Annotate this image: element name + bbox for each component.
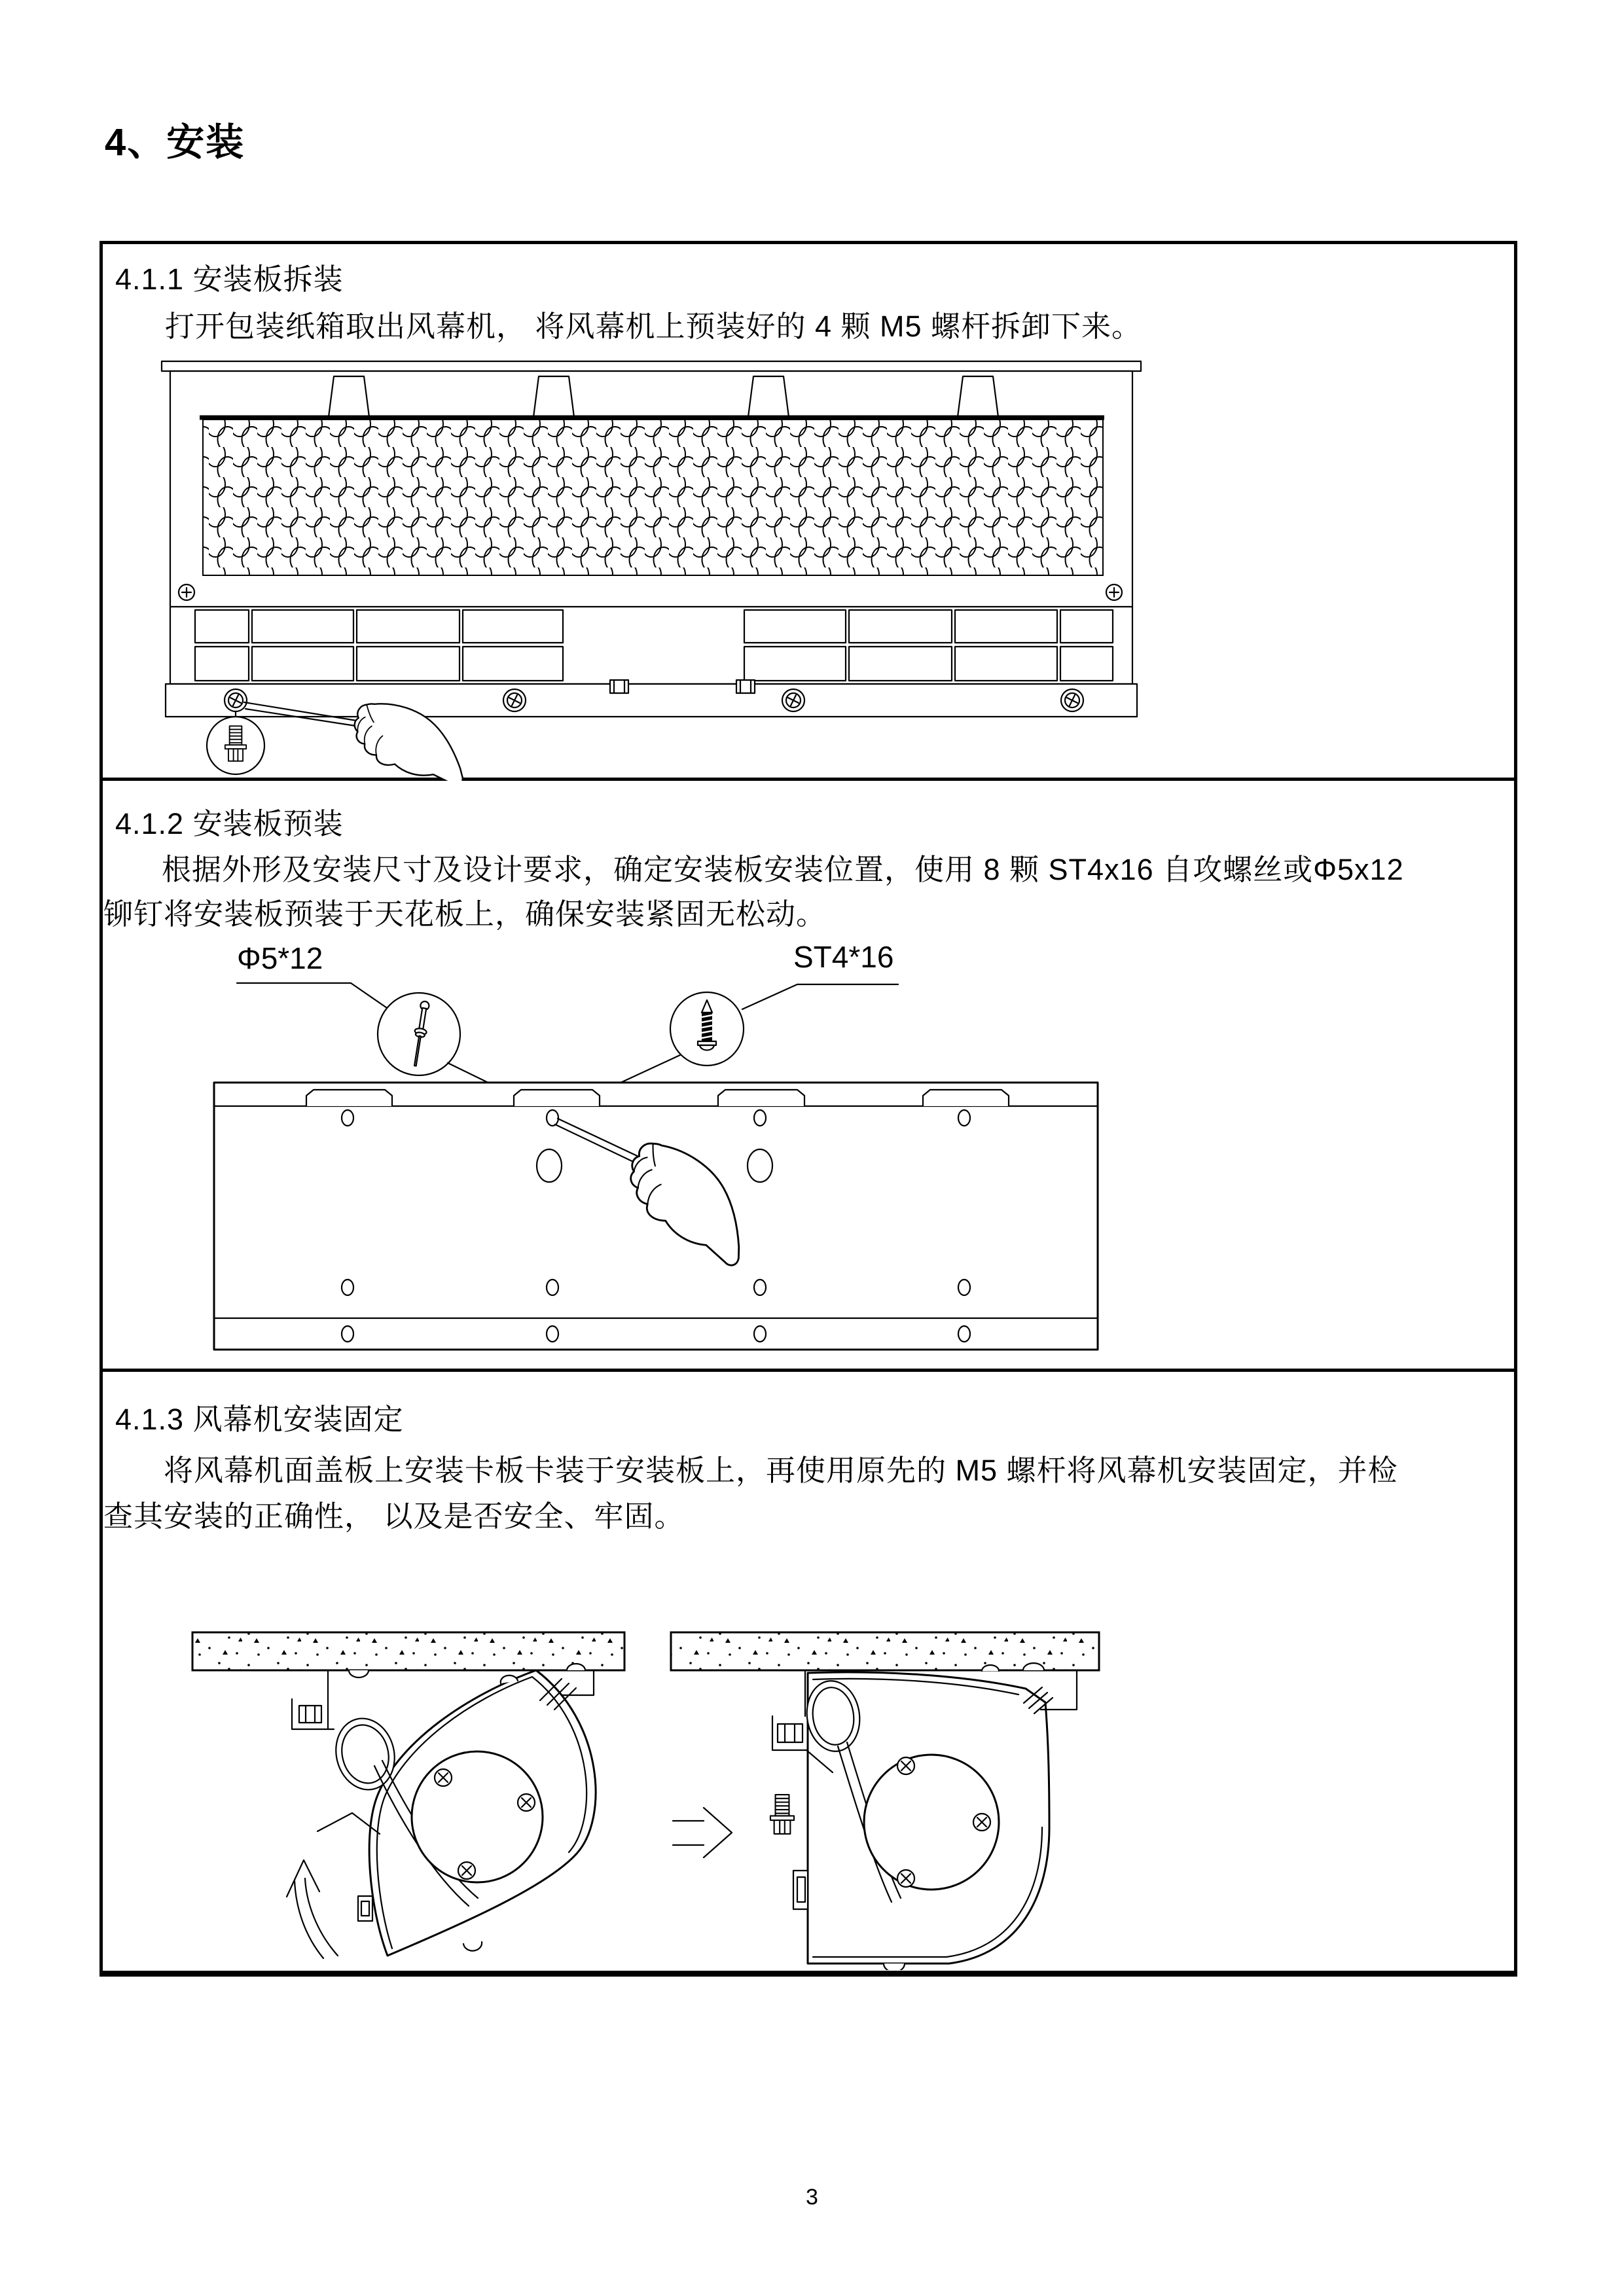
bottom-strip — [166, 684, 1137, 717]
screw-leader-line — [742, 984, 898, 1009]
section-411-body: 打开包装纸箱取出风幕机， 将风幕机上预装好的 4 颗 M5 螺杆拆卸下来。 — [165, 310, 1142, 343]
bottom-tab — [884, 1964, 905, 1970]
fan-unit-mounted-figure — [671, 1632, 1099, 1970]
top-mounting-plate — [162, 361, 1141, 371]
section-412-body-line1: 根据外形及安装尺寸及设计要求，确定安装板安装位置，使用 8 颗 ST4x16 自攻螺丝或Φ5x12 — [162, 853, 1404, 886]
honeycomb-grille — [203, 420, 1103, 575]
side-screw-left-icon — [179, 584, 194, 600]
rivet-leader-line — [237, 983, 389, 1009]
bracket-bolt-icon — [778, 1724, 803, 1742]
motor-screw-icon — [458, 1862, 475, 1879]
m5-screw-head-icon — [503, 689, 526, 711]
section-411-heading: 4.1.1 安装板拆装 — [115, 262, 344, 296]
motor-screw-icon — [435, 1769, 452, 1786]
right-bracket — [558, 1670, 594, 1695]
section-412-body-line2: 铆钉将安装板预装于天花板上，确保安装紧固无松动。 — [103, 897, 827, 931]
motor-screw-icon — [897, 1757, 914, 1774]
ceiling-slab — [192, 1632, 624, 1670]
air-curtain-front-view-figure — [160, 357, 1142, 781]
screw-label: ST4*16 — [793, 940, 894, 974]
page-title: 4、安装 — [105, 121, 245, 164]
rotate-arrow-icon — [287, 1860, 338, 1958]
motor-screw-icon — [518, 1794, 535, 1811]
section-412-heading: 4.1.2 安装板预装 — [115, 807, 344, 840]
motor-screw-icon — [973, 1814, 990, 1831]
mounting-plate-figure — [196, 935, 1113, 1357]
screw-dome-icon — [982, 1665, 999, 1671]
bottom-tab — [463, 1942, 482, 1951]
m5-screw-head-icon — [225, 689, 247, 711]
rivet-label: Φ5*12 — [237, 941, 323, 975]
fan-unit-tilted-figure — [192, 1632, 624, 1958]
motor-screw-icon — [897, 1870, 914, 1887]
section-413-body-line1: 将风幕机面盖板上安装卡板卡装于安装板上，再使用原先的 M5 螺杆将风幕机安装固定，并检 — [164, 1454, 1398, 1487]
m5-screw-head-icon — [1061, 689, 1083, 711]
page-number: 3 — [806, 2185, 818, 2210]
motor-plate — [412, 1751, 543, 1882]
m5-screw-head-icon — [782, 689, 804, 711]
screw-dome-icon — [349, 1670, 369, 1677]
section-413-heading: 4.1.3 风幕机安装固定 — [115, 1403, 404, 1436]
m5-bolt-icon — [770, 1795, 794, 1834]
section-413-body-line2: 查其安装的正确性， 以及是否安全、牢固。 — [103, 1499, 685, 1533]
installation-steps-figure — [183, 1597, 1152, 1970]
arrow-icon — [673, 1808, 732, 1857]
bracket-bolt-icon — [299, 1706, 321, 1723]
side-screw-right-icon — [1106, 584, 1122, 600]
